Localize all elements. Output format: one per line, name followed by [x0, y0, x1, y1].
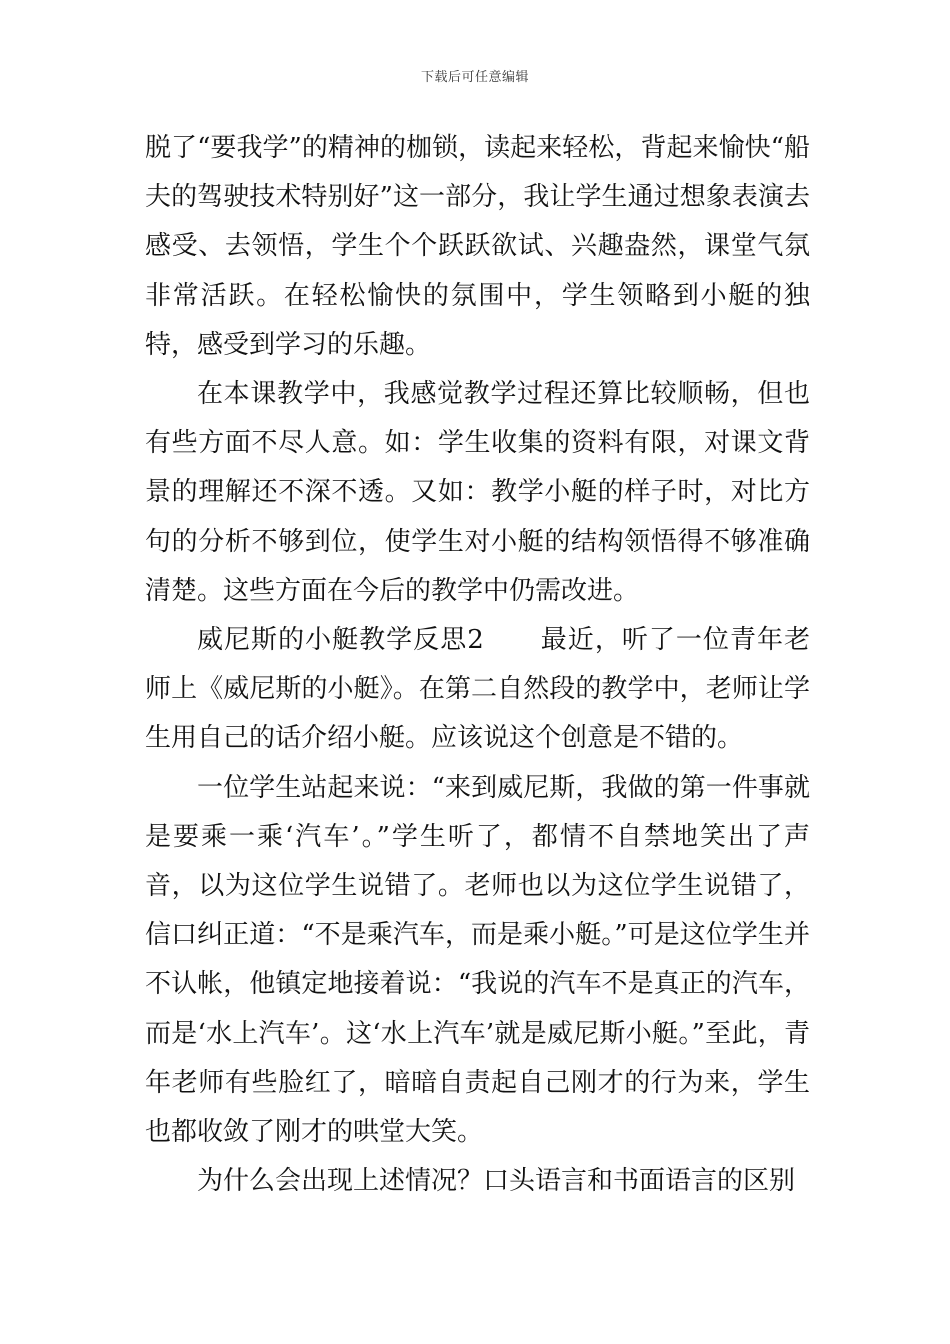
paragraph-reflection: 在本课教学中，我感觉教学过程还算比较顺畅，但也有些方面不尽人意。如：学生收集的资料有限，对课文背景的理解还不深不透。又如：教学小艇的样子时，对比方句的分析不够到位，使学生对小艇的结构领悟得不够准确清楚。这些方面在今后的教学中仍需改进。 — [145, 379, 810, 606]
page-header: 下载后可任意编辑 — [420, 70, 529, 85]
paragraph-question: 为什么会出现上述情况？口头语言和书面语言的区别 — [197, 1166, 796, 1197]
paragraph-section-2 — [145, 616, 810, 764]
paragraph-continued: 脱了“要我学”的精神的枷锁，读起来轻松，背起来愉快“船夫的驾驶技术特别好”这一部分，我让学生通过想象表演去感受、去领悟，学生个个跃跃欲试、兴趣盎然，课堂气氛非常活跃。在轻松愉快的氛围中，学生领略到小艇的独特，感受到学习的乐趣。 — [145, 133, 810, 360]
paragraph-student-story: 一位学生站起来说：“来到威尼斯，我做的第一件事就是要乘一乘‘汽车’。”学生听了，都情不自禁地笑出了声音，以为这位学生说错了。老师也以为这位学生说错了，信口纠正道：“不是乘汽车，而是乘小艇。”可是这位学生并不认帐，他镇定地接着说：“我说的汽车不是真正的汽车，而是‘水上汽车’。这‘水上汽车’就是威尼斯小艇。”至此，青年老师有些脸红了，暗暗自责起自己刚才的行为来，学生也都收敛了刚才的哄堂大笑。 — [145, 772, 810, 1148]
section-2-text: 最近，听了一位青年老师上《威尼斯的小艇》。在第二自然段的教学中，老师让学生用自己的话介绍小艇。应该说这个创意是不错的。 — [145, 625, 810, 754]
section-title: 威尼斯的小艇教学反思2 — [197, 625, 484, 656]
document-body — [145, 124, 810, 1206]
